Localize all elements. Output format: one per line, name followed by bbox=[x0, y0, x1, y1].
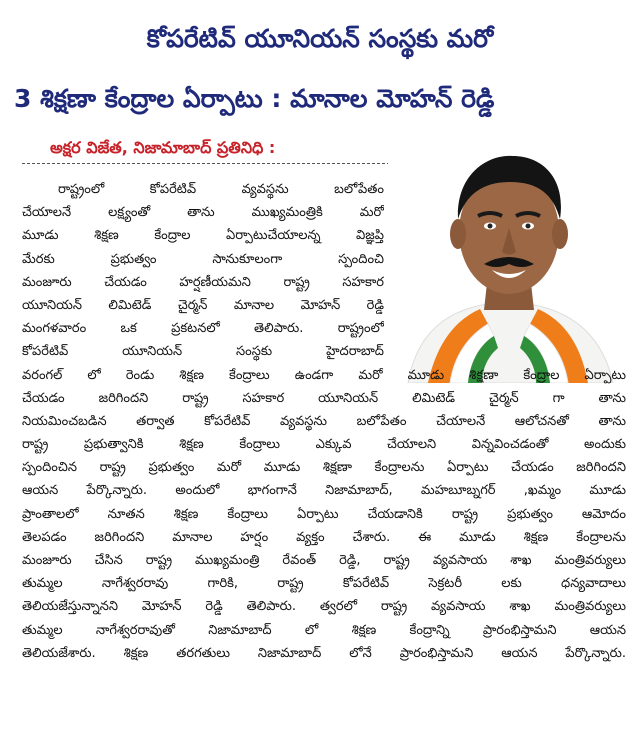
article-line: చేయడం జరిగిందని రాష్ట్ర సహకార యూనియన్ లిమిటెడ్ చైర్మన్ గా తాను bbox=[22, 390, 626, 406]
headline-line-2: 3 శిక్షణా కేంద్రాల ఏర్పాటు : మానాల మోహన్ రెడ్డి bbox=[14, 84, 495, 113]
article-line: తెలపడం జరిగిందని మానాల హర్షం వ్యక్తం చేశారు. ఈ మూడు శిక్షణ కేంద్రాలను bbox=[22, 529, 626, 545]
article-line: స్పందించిన రాష్ట్ర ప్రభుత్వం మరో మూడు శిక్షణా కేంద్రాలను ఏర్పాటు చేయడం జరిగిందని bbox=[22, 460, 626, 476]
article-line: మంగళవారం ఒక ప్రకటనలో తెలిపారు. రాష్ట్రంలో bbox=[22, 321, 384, 337]
article-line: యూనియన్ లిమిటెడ్ చైర్మన్ మానాల మోహన్ రెడ్డి bbox=[22, 297, 384, 313]
article-line: వరంగల్ లో రెండు శిక్షణ కేంద్రాలు ఉండగా మరో మూడు శిక్షణా కేంద్రాల ఏర్పాటు bbox=[22, 367, 626, 383]
article-line: తెలియజేశారు. శిక్షణ తరగతులు నిజామాబాద్ లోనే ప్రారంభిస్తామని ఆయన పేర్కొన్నారు. bbox=[22, 645, 626, 661]
article-line: తెలియజేస్తున్నానని మోహన్ రెడ్డి తెలిపారు. త్వరలో రాష్ట్ర వ్యవసాయ శాఖ మంత్రివర్యులు bbox=[22, 599, 626, 615]
article-body bbox=[22, 178, 626, 665]
article-line: నియమించబడిన తర్వాత కోపరేటివ్ వ్యవస్థను బలోపేతం చేయాలనే ఆలోచనతో తాను bbox=[22, 413, 626, 429]
article-line: తుమ్మల నాగేశ్వరరావు గారికి, రాష్ట్ర కోపరేటివ్ సెక్రటరీ లకు ధన్యవాదాలు bbox=[22, 576, 626, 592]
article-line: రాష్ట్ర ప్రభుత్వానికి శిక్షణ కేంద్రాలు ఎక్కువ చేయాలని విన్నవించడంతో అందుకు bbox=[22, 437, 626, 453]
article-line: మేరకు ప్రభుత్వం సానుకూలంగా స్పందించి bbox=[22, 251, 384, 267]
headline-line-1: కోపరేటివ్ యూనియన్ సంస్థకు మరో bbox=[146, 24, 494, 53]
article-line: చేయాలనే లక్ష్యంతో తాను ముఖ్యమంత్రికి మరో bbox=[22, 205, 384, 221]
article-line: ఆయన పేర్కొన్నారు. అందులో భాగంగానే నిజామాబాద్, మహబూబ్నగర్ ,ఖమ్మం మూడు bbox=[22, 483, 626, 499]
article-line: రాష్ట్రంలో కోపరేటివ్ వ్యవస్థను బలోపేతం bbox=[58, 182, 384, 197]
article-line: ప్రాంతాలలో నూతన శిక్షణ కేంద్రాలు ఏర్పాటు చేయడానికి రాష్ట్ర ప్రభుత్వం ఆమోదం bbox=[22, 506, 626, 522]
article-line: తుమ్మల నాగేశ్వరరావుతో నిజామాబాద్ లో శిక్షణ కేంద్రాన్ని ప్రారంభిస్తామని ఆయన bbox=[22, 622, 626, 638]
article-line: మంజూరు చేయడం హర్షణీయమని రాష్ట్ర సహకార bbox=[22, 274, 384, 290]
byline: అక్షర విజేత, నిజామాబాద్ ప్రతినిధి : bbox=[50, 138, 276, 157]
article-line: కోపరేటివ్ యూనియన్ సంస్థకు హైదరాబాద్ bbox=[22, 344, 384, 360]
article-line: మంజూరు చేసిన రాష్ట్ర ముఖ్యమంత్రి రేవంత్ రెడ్డి, రాష్ట్ర వ్యవసాయ శాఖ మంత్రివర్యులు bbox=[22, 553, 626, 568]
article-line: మూడు శిక్షణ కేంద్రాల ఏర్పాటుచేయాలన్న విజ్ఞప్తి bbox=[22, 228, 384, 244]
